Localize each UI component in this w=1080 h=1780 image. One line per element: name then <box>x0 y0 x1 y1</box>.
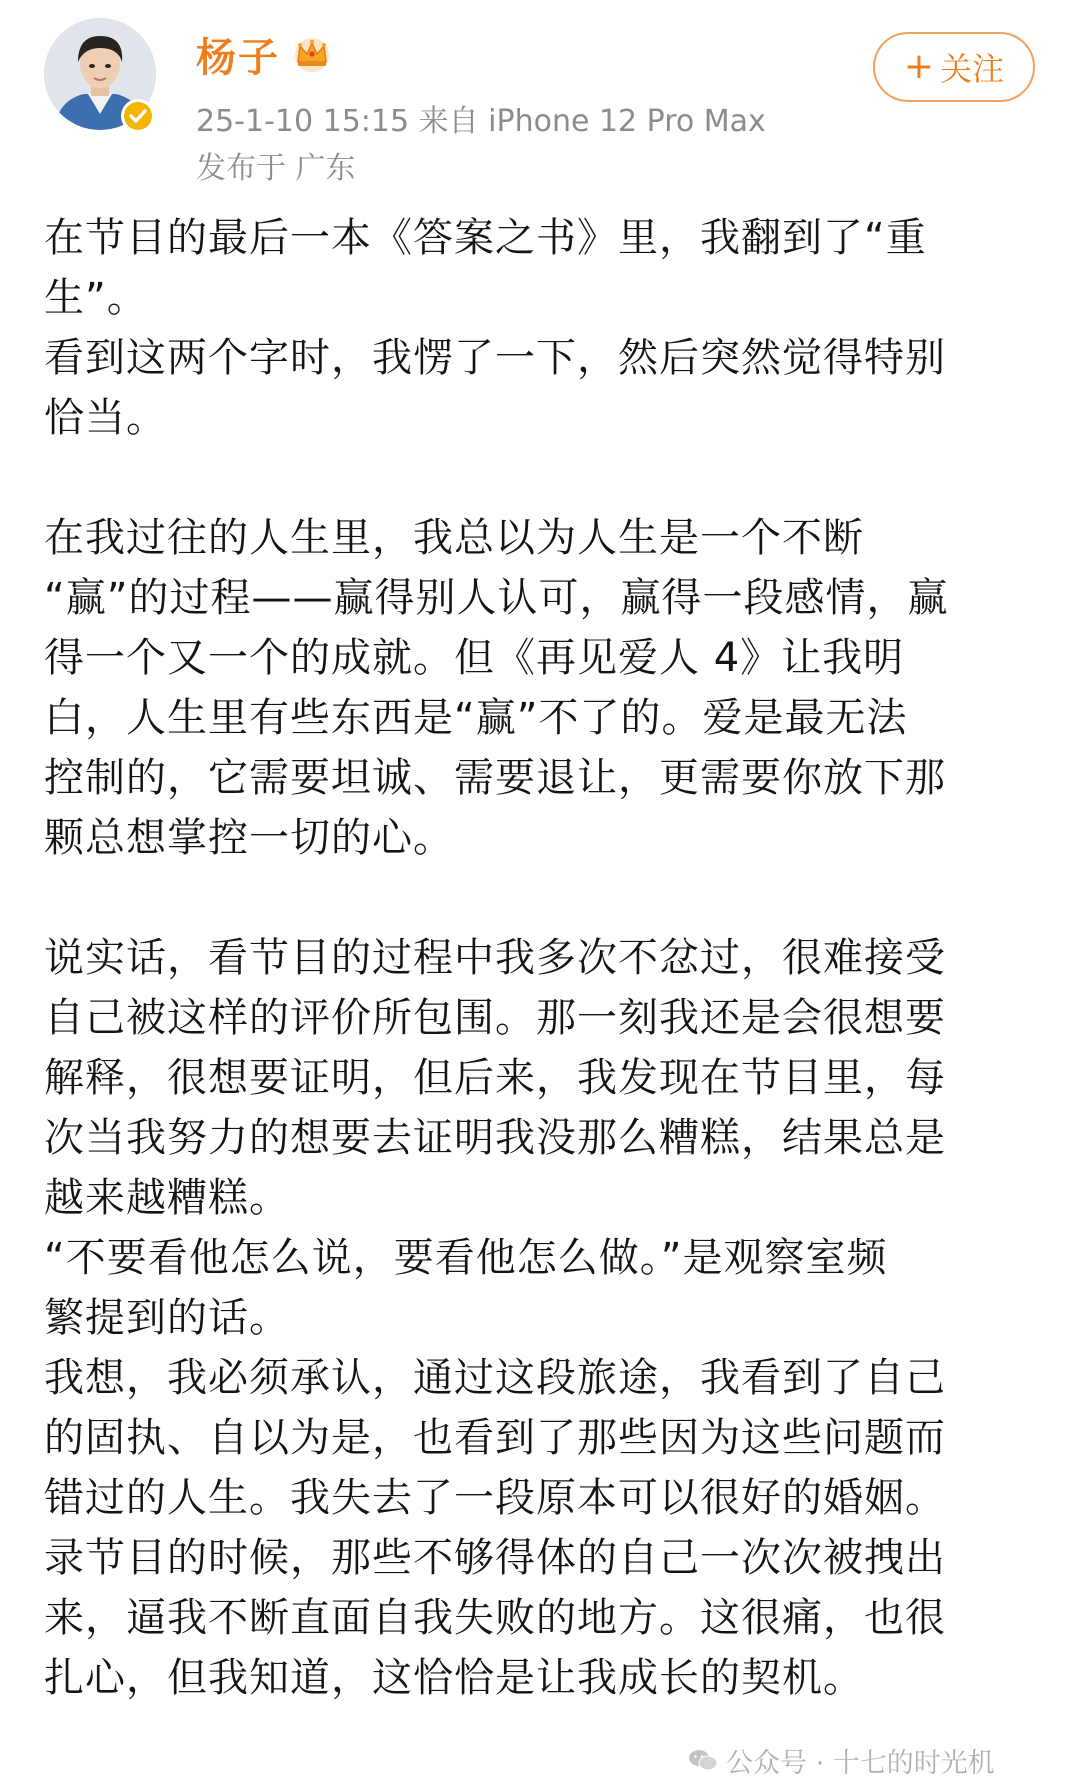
author-name[interactable]: 杨子 <box>196 34 280 81</box>
post-text-line: 说实话，看节目的过程中我多次不忿过，很难接受 <box>44 935 946 981</box>
post-text-line: 次当我努力的想要去证明我没那么糟糕，结果总是 <box>44 1115 946 1161</box>
post-text-line: 控制的，它需要坦诚、需要退让，更需要你放下那 <box>44 755 946 801</box>
paragraph-spacer <box>44 448 1044 508</box>
post-text-line: 看到这两个字时，我愣了一下，然后突然觉得特别 <box>44 335 946 381</box>
post-text-line: 繁提到的话。 <box>44 1295 290 1341</box>
post-text-line: 扎心，但我知道，这恰恰是让我成长的契机。 <box>44 1655 864 1701</box>
post-text-line: 恰当。 <box>44 395 167 441</box>
author-name-row <box>196 26 334 82</box>
post-text-line: 白，人生里有些东西是“赢”不了的。爱是最无法 <box>44 695 908 741</box>
follow-button-label: 关注 <box>940 50 1005 88</box>
paragraph-spacer <box>44 868 1044 928</box>
post-text-line: “不要看他怎么说，要看他怎么做。”是观察室频 <box>44 1235 888 1281</box>
crown-icon <box>290 34 334 74</box>
post-location: 发布于 广东 <box>196 151 356 186</box>
watermark-text: 公众号 · 十七的时光机 <box>726 1747 995 1779</box>
post-text-line: 生”。 <box>44 275 148 321</box>
verified-badge-icon <box>120 98 156 134</box>
post-text-line: 在我过往的人生里，我总以为人生是一个不断 <box>44 515 864 561</box>
post-text-line: 越来越糟糕。 <box>44 1175 290 1221</box>
post-text <box>44 208 1044 1708</box>
post-text-line: 我想，我必须承认，通过这段旅途，我看到了自己 <box>44 1355 946 1401</box>
post-text-line: 解释，很想要证明，但后来，我发现在节目里，每 <box>44 1055 946 1101</box>
wechat-icon <box>688 1748 718 1772</box>
post-text-line: 来，逼我不断直面自我失败的地方。这很痛，也很 <box>44 1595 946 1641</box>
post-text-line: 颗总想掌控一切的心。 <box>44 815 454 861</box>
watermark <box>688 1742 995 1778</box>
post-text-line: 的固执、自以为是，也看到了那些因为这些问题而 <box>44 1415 946 1461</box>
follow-button[interactable] <box>873 32 1035 102</box>
post-text-line: 录节目的时候，那些不够得体的自己一次次被拽出 <box>44 1535 946 1581</box>
post-text-line: “赢”的过程——赢得别人认可，赢得一段感情，赢 <box>44 575 949 621</box>
post-text-line: 错过的人生。我失去了一段原本可以很好的婚姻。 <box>44 1475 946 1521</box>
post-text-line: 自己被这样的评价所包围。那一刻我还是会很想要 <box>44 995 946 1041</box>
plus-icon: + <box>903 46 935 87</box>
post-text-line: 得一个又一个的成就。但《再见爱人 4》让我明 <box>44 635 905 681</box>
post-header <box>0 0 1080 190</box>
post-time-source: 25-1-10 15:15 来自 iPhone 12 Pro Max <box>196 104 766 139</box>
post-text-line: 在节目的最后一本《答案之书》里，我翻到了“重 <box>44 215 927 261</box>
